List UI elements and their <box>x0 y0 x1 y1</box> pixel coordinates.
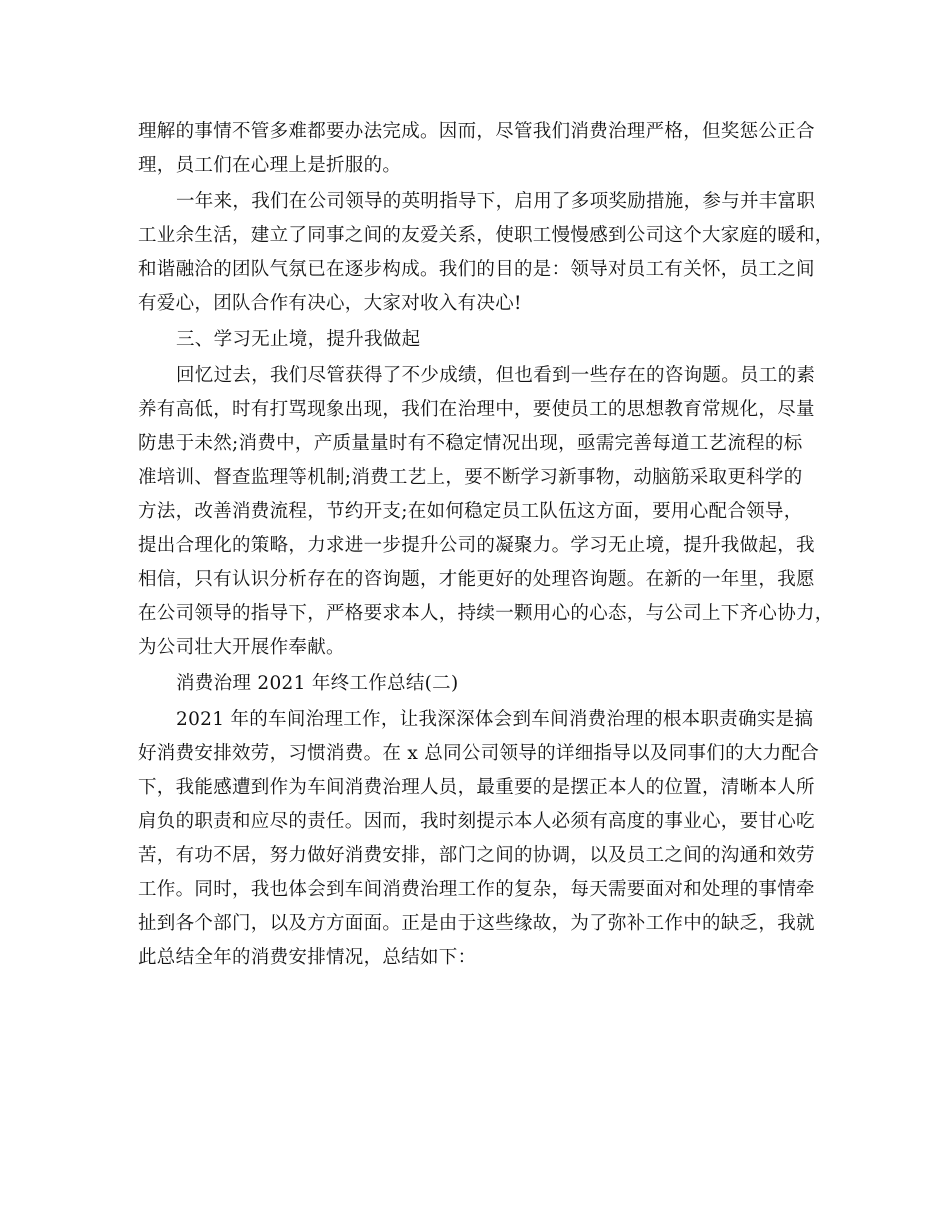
section-heading: 三、学习无止境，提升我做起 <box>176 329 421 350</box>
text-line: 理，员工们在心理上是折服的。 <box>138 155 402 176</box>
text-line: 理解的事情不管多难都要办法完成。因而，尽管我们消费治理严格，但奖惩公正合 <box>138 121 815 142</box>
text-line: 工作。同时，我也体会到车间消费治理工作的复杂，每天需要面对和处理的事情牵 <box>138 879 815 900</box>
text-line: 2021 年的车间治理工作，让我深深体会到车间消费治理的根本职责确实是搞 <box>176 709 814 730</box>
text-line: 和谐融洽的团队气氛已在逐步构成。我们的目的是：领导对员工有关怀，员工之间 <box>138 259 815 280</box>
text-line: 回忆过去，我们尽管获得了不少成绩，但也看到一些存在的咨询题。员工的素 <box>176 365 816 386</box>
text-line: 苦，有功不居，努力做好消费安排，部门之间的协调，以及员工之间的沟通和效劳 <box>138 845 815 866</box>
text-line: 防患于未然;消费中，产质量量时有不稳定情况出现，亟需完善每道工艺流程的标 <box>138 433 803 454</box>
text-line: 相信，只有认识分析存在的咨询题，才能更好的处理咨询题。在新的一年里，我愿 <box>138 569 815 590</box>
text-line: 准培训、督查监理等机制;消费工艺上，要不断学习新事物，动脑筋采取更科学的 <box>138 467 803 488</box>
text-line: 工业余生活，建立了同事之间的友爱关系，使职工慢慢感到公司这个大家庭的暖和， <box>138 225 834 246</box>
text-line: 养有高低，时有打骂现象出现，我们在治理中，要使员工的思想教育常规化，尽量 <box>138 399 815 420</box>
section-heading: 消费治理 2021 年终工作总结(二) <box>176 673 459 694</box>
text-line: 在公司领导的指导下，严格要求本人，持续一颗用心的心态，与公司上下齐心协力， <box>138 603 834 624</box>
text-line: 方法，改善消费流程，节约开支;在如何稳定员工队伍这方面，要用心配合领导， <box>138 501 803 522</box>
text-line: 下，我能感遭到作为车间消费治理人员，最重要的是摆正本人的位置，清晰本人所 <box>138 777 815 798</box>
text-line: 提出合理化的策略，力求进一步提升公司的凝聚力。学习无止境，提升我做起，我 <box>138 535 815 556</box>
text-line: 扯到各个部门，以及方方面面。正是由于这些缘故，为了弥补工作中的缺乏，我就 <box>138 913 815 934</box>
text-line: 为公司壮大开展作奉献。 <box>138 637 345 658</box>
text-line: 此总结全年的消费安排情况，总结如下： <box>138 947 477 968</box>
text-line: 好消费安排效劳，习惯消费。在 x 总同公司领导的详细指导以及同事们的大力配合 <box>138 743 820 764</box>
text-line: 肩负的职责和应尽的责任。因而，我时刻提示本人必须有高度的事业心，要甘心吃 <box>138 811 815 832</box>
text-line: 一年来，我们在公司领导的英明指导下，启用了多项奖励措施，参与并丰富职 <box>176 191 816 212</box>
text-line: 有爱心，团队合作有决心，大家对收入有决心! <box>138 293 522 314</box>
